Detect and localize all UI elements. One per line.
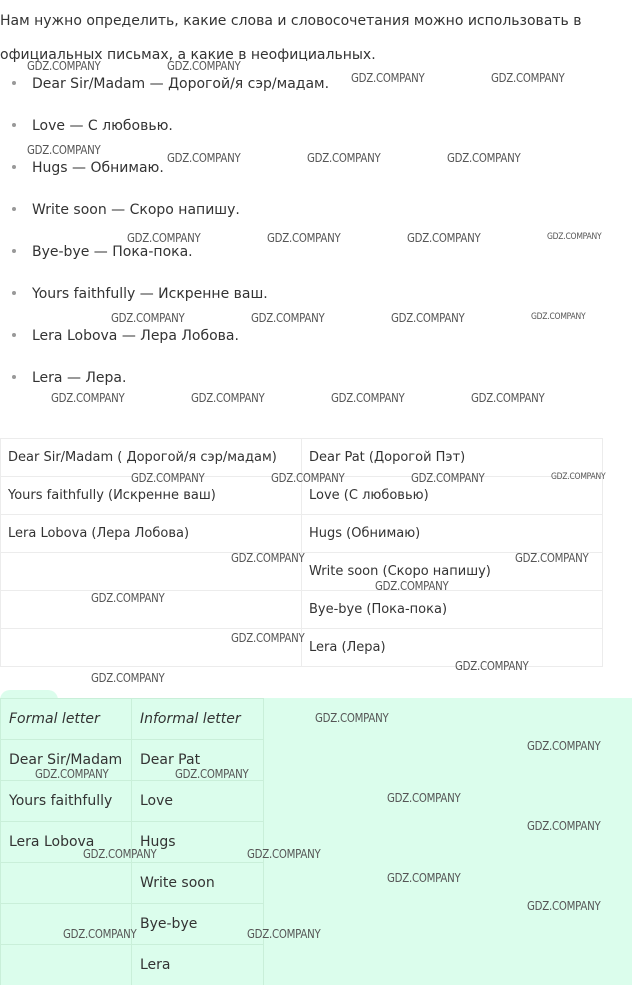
list-item: Love — С любовью. <box>12 118 173 134</box>
watermark: GDZ.COMPANY <box>407 231 481 245</box>
bullet-icon <box>12 123 16 127</box>
table-cell: Lera Lobova (Лера Лобова) <box>1 515 302 553</box>
watermark: GDZ.COMPANY <box>375 579 449 593</box>
watermark: GDZ.COMPANY <box>35 767 109 781</box>
table-cell: Write soon (Скоро напишу) <box>302 553 603 591</box>
table-row <box>1 863 264 904</box>
watermark: GDZ.COMPANY <box>111 311 185 325</box>
list-item: Yours faithfully — Искренне ваш. <box>12 286 268 302</box>
table-cell: Yours faithfully (Искренне ваш) <box>1 477 302 515</box>
table-cell: Bye-bye (Пока-пока) <box>302 591 603 629</box>
table-header-row <box>1 699 264 740</box>
watermark: GDZ.COMPANY <box>251 311 325 325</box>
watermark: GDZ.COMPANY <box>271 471 345 485</box>
watermark: GDZ.COMPANY <box>27 143 101 157</box>
list-item: Lera — Лера. <box>12 370 126 386</box>
bullet-icon <box>12 81 16 85</box>
table-cell: Lera Lobova <box>1 822 132 863</box>
watermark: GDZ.COMPANY <box>551 472 606 482</box>
watermark: GDZ.COMPANY <box>315 711 389 725</box>
column-header-formal: Formal letter <box>1 699 132 740</box>
bullet-icon <box>12 291 16 295</box>
list-item: Lera Lobova — Лера Лобова. <box>12 328 239 344</box>
watermark: GDZ.COMPANY <box>387 871 461 885</box>
watermark: GDZ.COMPANY <box>127 231 201 245</box>
table-cell <box>1 863 132 904</box>
watermark: GDZ.COMPANY <box>307 151 381 165</box>
table-cell: Bye-bye <box>132 904 264 945</box>
watermark: GDZ.COMPANY <box>231 631 305 645</box>
watermark: GDZ.COMPANY <box>175 767 249 781</box>
watermark: GDZ.COMPANY <box>411 471 485 485</box>
watermark: GDZ.COMPANY <box>63 927 137 941</box>
watermark: GDZ.COMPANY <box>83 847 157 861</box>
watermark: GDZ.COMPANY <box>247 847 321 861</box>
table-cell: Lera <box>132 945 264 985</box>
table-cell: Hugs <box>132 822 264 863</box>
table-row <box>1 515 603 553</box>
watermark: GDZ.COMPANY <box>267 231 341 245</box>
watermark: GDZ.COMPANY <box>51 391 125 405</box>
watermark: GDZ.COMPANY <box>527 819 601 833</box>
table-cell: Dear Sir/Madam <box>1 740 132 781</box>
watermark: GDZ.COMPANY <box>131 471 205 485</box>
watermark: GDZ.COMPANY <box>387 791 461 805</box>
bullet-icon <box>12 249 16 253</box>
table-row <box>1 945 264 985</box>
watermark: GDZ.COMPANY <box>191 391 265 405</box>
watermark: GDZ.COMPANY <box>91 671 165 685</box>
watermark: GDZ.COMPANY <box>455 659 529 673</box>
list-item: Dear Sir/Madam — Дорогой/я сэр/мадам. <box>12 76 329 92</box>
watermark: GDZ.COMPANY <box>331 391 405 405</box>
table-cell: Lera (Лера) <box>302 629 603 667</box>
watermark: GDZ.COMPANY <box>391 311 465 325</box>
watermark: GDZ.COMPANY <box>167 59 241 73</box>
watermark: GDZ.COMPANY <box>91 591 165 605</box>
watermark: GDZ.COMPANY <box>231 551 305 565</box>
table-cell: Love (С любовью) <box>302 477 603 515</box>
watermark: GDZ.COMPANY <box>351 71 425 85</box>
column-header-informal: Informal letter <box>132 699 264 740</box>
watermark: GDZ.COMPANY <box>491 71 565 85</box>
list-item: Write soon — Скоро напишу. <box>12 202 240 218</box>
list-item: Hugs — Обнимаю. <box>12 160 164 176</box>
table-cell: Dear Sir/Madam ( Дорогой/я сэр/мадам) <box>1 439 302 477</box>
watermark: GDZ.COMPANY <box>447 151 521 165</box>
watermark: GDZ.COMPANY <box>527 739 601 753</box>
table-row <box>1 781 264 822</box>
bullet-icon <box>12 207 16 211</box>
table-cell: Write soon <box>132 863 264 904</box>
bullet-icon <box>12 375 16 379</box>
table-cell: Love <box>132 781 264 822</box>
table-cell: Yours faithfully <box>1 781 132 822</box>
watermark: GDZ.COMPANY <box>531 312 586 322</box>
watermark: GDZ.COMPANY <box>247 927 321 941</box>
list-item: Bye-bye — Пока-пока. <box>12 244 193 260</box>
intro-text: Нам нужно определить, какие слова и словосочетания можно использовать в официальных письмах, а какие в неофициальных. <box>0 13 582 63</box>
bullet-icon <box>12 333 16 337</box>
watermark: GDZ.COMPANY <box>471 391 545 405</box>
table-cell: Hugs (Обнимаю) <box>302 515 603 553</box>
table-cell: Dear Pat (Дорогой Пэт) <box>302 439 603 477</box>
table-cell: Dear Pat <box>132 740 264 781</box>
bullet-icon <box>12 165 16 169</box>
watermark: GDZ.COMPANY <box>27 59 101 73</box>
watermark: GDZ.COMPANY <box>547 232 602 242</box>
watermark: GDZ.COMPANY <box>515 551 589 565</box>
table-cell <box>1 945 132 985</box>
watermark: GDZ.COMPANY <box>527 899 601 913</box>
watermark: GDZ.COMPANY <box>167 151 241 165</box>
answer-table <box>0 698 264 985</box>
